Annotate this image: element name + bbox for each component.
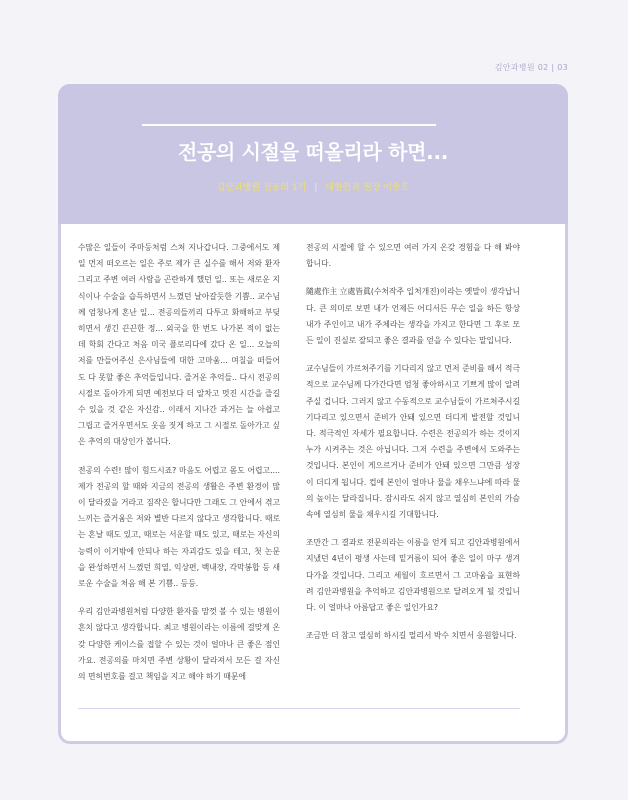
paragraph: 우리 김안과병원처럼 다양한 환자를 맘껏 볼 수 있는 병원이 흔치 않다고 생각합니다. 최고 병원이라는 이름에 걸맞게 온갖 다양한 케이스를 접할 수 있는 것이 얼마나 큰 좋은 점인가요. 전공의를 마치면 주변 상황이 달라져서 모든 걸 자신의 면허번호를 걸고 책임을 지고 해야 하기 때문에: [78, 607, 280, 682]
article-title: 전공의 시절을 떠올리라 하면...: [177, 140, 449, 164]
right-column: [306, 240, 520, 656]
paragraph: 교수님들이 가르쳐주기를 기다리지 않고 먼저 준비를 해서 적극적으로 교수님께 다가간다면 엄청 좋아하시고 기쁘게 많이 알려주실 겁니다. 그러지 않고 수동적으로 교수님들이 가르쳐주시길 기다리고 있으면서 준비가 안돼 있으면 더디게 발전할 것입니다. 적극적인 자세가 필요합니다. 수련은 전공의가 하는 것이지 누가 시켜주는 것은 아닙니다. 그저 수련을 주변에서 도와주는 것입니다. 본인이 게으르거나 준비가 안돼 있으면 그만큼 성장이 더디게 됩니다. 컵에 본인이 얼마나 물을 채우느냐에 따라 물의 높이는 달라집니다. 잠시라도 쉬지 않고 열심히 본인의 가슴속에 열심히 물을 채우시길 기대합니다.: [306, 364, 520, 520]
byline-author: 대한안과 원장 이송호: [325, 183, 410, 193]
header-divider: [142, 124, 436, 126]
bottom-divider: [78, 708, 520, 709]
paragraph: 隨處作主 立處皆眞(수처작주 입처개진)이라는 옛말이 생각납니다. 큰 의미로 보면 내가 언제든 어디서든 무슨 일을 하든 항상 내가 주인이고 내가 주체라는 생각을 가지고 한다면 그 후로 모든 일이 진실로 잘되고 좋은 결과를 얻을 수 있다는 말입니다.: [306, 287, 520, 346]
byline-separator: |: [314, 183, 318, 193]
article-byline: [90, 180, 536, 193]
paragraph: 전공의 수련! 많이 힘드시죠? 마음도 어렵고 몸도 어렵고.... 제가 전공의 할 때와 지금의 전공의 생활은 주변 환경이 많이 달라졌을 거라고 짐작은 합니다만 그래도 그 안에서 겪고 느끼는 즐거움은 저와 별반 다르지 않다고 생각합니다. 때로는 혼날 때도 있고, 때로는 서운할 때도 있고, 때로는 자신의 능력이 이거밖에 안되나 하는 자괴감도 있을 테고, 첫 논문을 완성하면서 느꼈던 희열, 익상편, 백내장, 각막봉합 등 새로운 수술을 처음 해 본 기쁨.. 등등.: [78, 465, 280, 589]
paragraph: 수많은 일들이 주마등처럼 스쳐 지나갑니다. 그중에서도 제일 먼저 떠오르는 일은 주로 제가 큰 실수를 해서 저와 환자 그리고 주변 여러 사람을 곤란하게 했던 일.. 또는 새로운 지식이나 수술을 습득하면서 느꼈던 날아갈듯한 기쁨.. 교수님께 엄청나게 혼난 일... 전공의들끼리 다투고 화해하고 부딪히면서 생긴 끈끈한 정... 외국을 한 번도 나가본 적이 없는데 학회 간다고 처음 미국 플로리다에 갔다 온 일... 오늘의 저를 만들어주신 은사님들에 대한 고마움... 며칠을 떠들어도 다 못할 좋은 추억들입니다. 즐거운 추억들.. 다시 전공의 시절로 돌아가게 되면 예전보다 더 알차고 멋진 시간을 즐길 수 있을 것 같은 자신감.. 이래서 지나간 과거는 늘 아쉽고 그립고 즐거우면서도 웃음 짓게 하고 그 시절로 돌아가고 싶은 추억의 대상인가 봅니다.: [78, 243, 280, 447]
paragraph: 전공의 시절에 할 수 있으면 여러 가지 온갖 경험을 다 해 봐야 합니다.: [306, 243, 520, 269]
paragraph: 조금만 더 참고 열심히 하시길 멀리서 박수 치면서 응원합니다.: [306, 631, 517, 641]
byline-affiliation: 김안과병원 전공의 1기: [216, 183, 307, 193]
page-number: 김안과병원 02 | 03: [494, 63, 568, 72]
left-column: [78, 240, 280, 697]
paragraph: 조만간 그 결과로 전문의라는 이름을 얻게 되고 김안과병원에서 지냈던 4년이 평생 사는데 밑거름이 되어 좋은 일이 마구 생겨 다가올 것입니다. 그리고 세월이 흐르면서 그 고마움을 표현하려 김안과병원을 추억하고 김안과병원으로 달려오게 될 것입니다. 이 얼마나 아름답고 좋은 일인가요?: [306, 538, 520, 613]
